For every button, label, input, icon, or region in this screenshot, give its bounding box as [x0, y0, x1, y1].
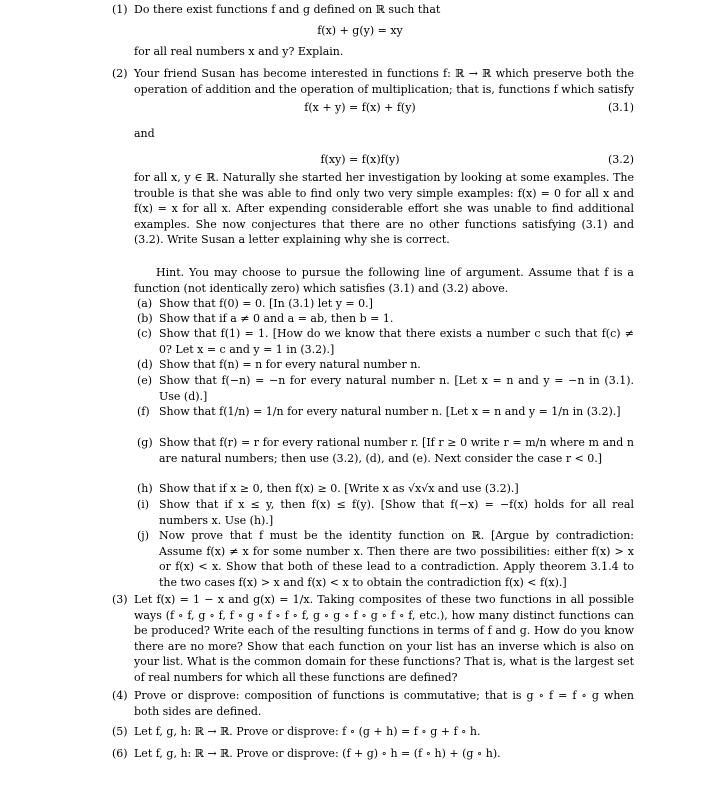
problem-1-equation: f(x) + g(y) = xy	[317, 24, 403, 37]
problem-2-hint: Hint. You may choose to pursue the following line of argument. Assume that f is a function (not identically zero) which satisfies (3.1) and (3.2) above.	[134, 266, 634, 295]
problem-2-number: (2)	[112, 67, 128, 80]
hint-item-b	[137, 311, 634, 327]
problem-3-number: (3)	[112, 593, 128, 606]
hint-item-a	[137, 296, 634, 312]
problem-4-number: (4)	[112, 689, 128, 702]
equation-3-1-number: (3.1)	[608, 101, 635, 114]
problem-2-and: and	[134, 127, 155, 140]
hint-item-e	[137, 373, 634, 404]
hint-item-text: Show that f(1) = 1. [How do we know that there exists a number c such that f(c) ≠ 0? Let x = c and y = 1 in (3.2).]	[159, 327, 634, 356]
problem-2-intro: Your friend Susan has become interested in functions f: ℝ → ℝ which preserve both the operation of addition and the operation of multiplication; that is, functions f which satisfy	[134, 67, 634, 96]
hint-item-text: Show that if x ≥ 0, then f(x) ≥ 0. [Write x as √x√x and use (3.2).]	[159, 482, 519, 495]
hint-item-c	[137, 326, 634, 357]
hint-item-text: Show that if x ≤ y, then f(x) ≤ f(y). [Show that f(−x) = −f(x) holds for all real numbers x. Use (h).]	[159, 498, 634, 527]
problem-1-line1: Do there exist functions f and g defined on ℝ such that	[134, 3, 441, 16]
hint-item-f	[137, 404, 634, 420]
problem-6-text: Let f, g, h: ℝ → ℝ. Prove or disprove: (f + g) ∘ h = (f ∘ h) + (g ∘ h).	[134, 747, 501, 760]
hint-item-label: (h)	[137, 482, 153, 495]
hint-item-label: (a)	[137, 297, 153, 310]
hint-item-text: Show that f(0) = 0. [In (3.1) let y = 0.]	[159, 297, 373, 310]
problem-5-number: (5)	[112, 725, 128, 738]
hint-item-text: Show that f(r) = r for every rational number r. [If r ≥ 0 write r = m/n where m and n are natural numbers; then use (3.2), (d), and (e). Next consider the case r < 0.]	[159, 436, 634, 465]
problem-5-text: Let f, g, h: ℝ → ℝ. Prove or disprove: f ∘ (g + h) = f ∘ g + f ∘ h.	[134, 725, 481, 738]
hint-item-label: (j)	[137, 529, 149, 542]
equation-3-2-number: (3.2)	[608, 153, 635, 166]
hint-item-label: (g)	[137, 436, 153, 449]
hint-item-text: Show that f(−n) = −n for every natural number n. [Let x = n and y = −n in (3.1). Use (d).]	[159, 374, 634, 403]
hint-item-text: Show that f(n) = n for every natural number n.	[159, 358, 421, 371]
problem-1-number: (1)	[112, 3, 128, 16]
hint-item-j	[137, 528, 634, 590]
equation-3-1: f(x + y) = f(x) + f(y)	[304, 101, 416, 114]
hint-item-g	[137, 435, 634, 466]
problem-3-text: Let f(x) = 1 − x and g(x) = 1/x. Taking composites of these two functions in all possible ways (f ∘ f, g ∘ f, f ∘ g ∘ f ∘ f ∘ f, g ∘ g ∘ f ∘ g ∘ f ∘ f, etc.), how many distinct functions can be produced? Write each of the resulting functions in terms of f and g. How do you know there are no more? Show that each function on your list has an inverse which is also on your list. What is the common domain for these functions? That is, what is the largest set of real numbers for which all these functions are defined?	[134, 593, 634, 684]
hint-item-i	[137, 497, 634, 528]
problem-4-text: Prove or disprove: composition of functions is commutative; that is g ∘ f = f ∘ g when both sides are defined.	[134, 689, 634, 718]
problem-6-number: (6)	[112, 747, 128, 760]
equation-3-2: f(xy) = f(x)f(y)	[320, 153, 400, 166]
hint-item-label: (c)	[137, 327, 152, 340]
hint-item-h	[137, 481, 634, 497]
hint-item-label: (e)	[137, 374, 153, 387]
hint-item-label: (b)	[137, 312, 153, 325]
hint-item-text: Show that if a ≠ 0 and a = ab, then b = 1.	[159, 312, 394, 325]
problem-1-line2: for all real numbers x and y? Explain.	[134, 45, 344, 58]
hint-item-label: (f)	[137, 405, 150, 418]
hint-item-text: Now prove that f must be the identity function on ℝ. [Argue by contradiction: Assume f(x) ≠ x for some number x. Then there are two possibilities: either f(x) > x or f(x) < x. Show that both of these lead to a contradiction. Apply theorem 3.1.4 to the two cases f(x) > x and f(x) < x to obtain the contradiction f(x) < f(x).]	[159, 529, 634, 589]
problem-2-body: for all x, y ∈ ℝ. Naturally she started her investigation by looking at some examples. The trouble is that she was able to find only two very simple examples: f(x) = 0 for all x and f(x) = x for all x. After expending considerable effort she was unable to find additional examples. She now conjectures that there are no other functions satisfying (3.1) and (3.2). Write Susan a letter explaining why she is correct.	[134, 171, 634, 246]
hint-item-label: (i)	[137, 498, 150, 511]
hint-item-d	[137, 357, 634, 373]
hint-item-text: Show that f(1/n) = 1/n for every natural number n. [Let x = n and y = 1/n in (3.2).]	[159, 405, 621, 418]
hint-item-label: (d)	[137, 358, 153, 371]
